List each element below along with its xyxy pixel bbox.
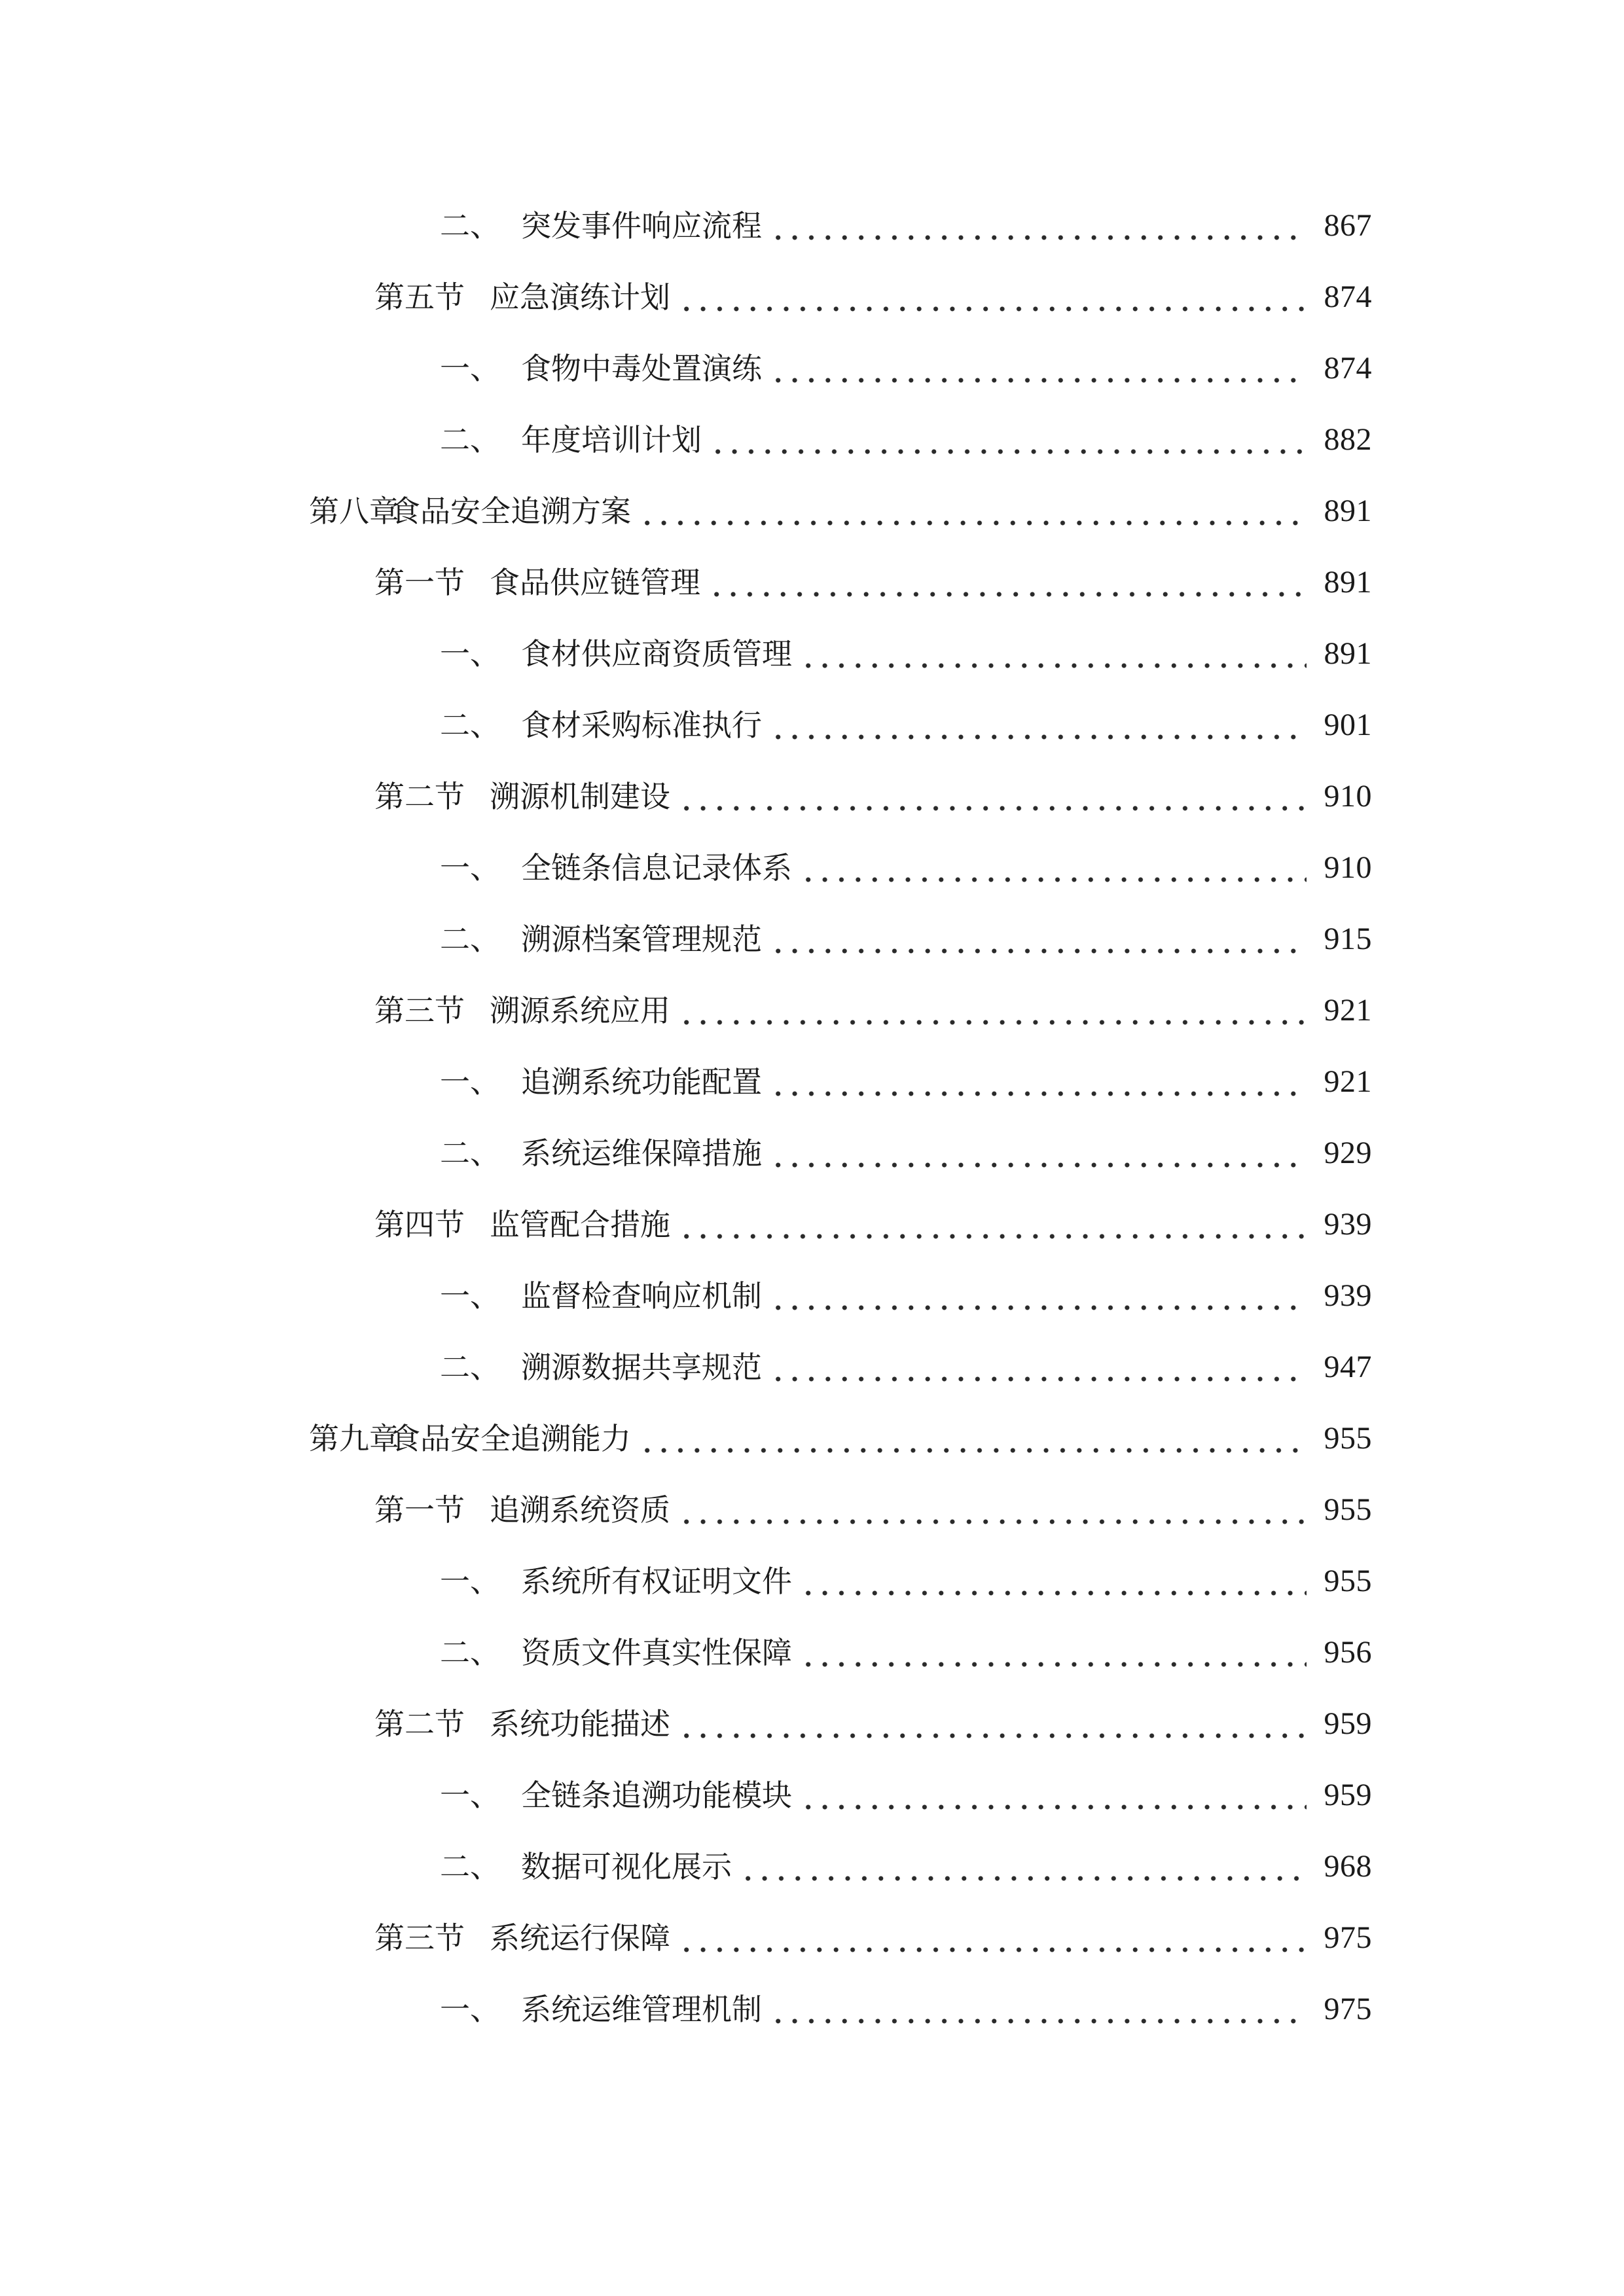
toc-entry[interactable] — [374, 1484, 1372, 1536]
toc-entry-number: 一、 — [440, 351, 500, 386]
toc-entry[interactable] — [374, 1698, 1372, 1750]
toc-entry-page: 955 — [1324, 1564, 1372, 1598]
toc-entry-label — [440, 628, 792, 680]
toc-entry[interactable] — [440, 1555, 1372, 1607]
toc-entry-title: 应急演练计划 — [490, 279, 670, 315]
toc-entry-number: 一、 — [440, 1278, 500, 1314]
toc-entry-page: 959 — [1324, 1778, 1372, 1812]
toc-entry[interactable] — [374, 1912, 1372, 1964]
toc-entry-number: 第二节 — [374, 779, 465, 814]
toc-entry-label — [440, 414, 702, 466]
dot-leader — [708, 556, 1307, 609]
toc-entry-title: 监督检查响应机制 — [521, 1278, 762, 1314]
toc-entry[interactable] — [440, 1270, 1372, 1322]
toc-entry-page: 939 — [1324, 1207, 1372, 1242]
toc-entry-label — [440, 1127, 762, 1179]
dot-leader — [770, 913, 1307, 965]
toc-entry-label — [440, 1983, 762, 2036]
toc-entry-title: 系统所有权证明文件 — [521, 1564, 792, 1599]
toc-entry[interactable] — [440, 1127, 1372, 1179]
toc-entry-title: 系统运维管理机制 — [521, 1992, 762, 2027]
toc-entry-page: 959 — [1324, 1706, 1372, 1741]
toc-entry-label — [374, 770, 670, 823]
toc-entry[interactable] — [374, 984, 1372, 1037]
toc-entry-number: 二、 — [440, 1849, 500, 1884]
toc-entry-page: 939 — [1324, 1278, 1372, 1313]
toc-entry[interactable] — [440, 1341, 1372, 1393]
toc-entry-number: 第一节 — [374, 1492, 465, 1528]
toc-entry-page: 921 — [1324, 1064, 1372, 1099]
toc-entry-title: 系统运维保障措施 — [521, 1136, 762, 1171]
dot-leader — [678, 1698, 1307, 1750]
toc-entry-label — [374, 1198, 670, 1251]
toc-entry-title: 年度培训计划 — [521, 422, 702, 457]
dot-leader — [639, 1412, 1307, 1465]
toc-entry[interactable] — [440, 1769, 1372, 1821]
dot-leader — [800, 1769, 1307, 1821]
toc-entry-number: 一、 — [440, 1064, 500, 1100]
toc-entry[interactable] — [440, 1983, 1372, 2036]
toc-entry-number: 二、 — [440, 1136, 500, 1171]
dot-leader — [800, 842, 1307, 894]
toc-entry[interactable] — [309, 1412, 1372, 1465]
toc-entry[interactable] — [440, 1626, 1372, 1679]
toc-entry-label — [374, 1698, 670, 1750]
toc-entry[interactable] — [440, 1056, 1372, 1108]
dot-leader — [770, 200, 1307, 252]
toc-entry-title: 系统功能描述 — [490, 1706, 670, 1742]
toc-entry-page: 968 — [1324, 1849, 1372, 1884]
toc-entry-number: 二、 — [440, 708, 500, 743]
toc-entry[interactable] — [440, 628, 1372, 680]
dot-leader — [770, 342, 1307, 395]
toc-entry[interactable] — [440, 842, 1372, 894]
toc-entry[interactable] — [440, 342, 1372, 395]
toc-entry-number: 第五节 — [374, 279, 465, 315]
toc-entry-label — [440, 342, 762, 395]
toc-entry-label — [440, 1341, 762, 1393]
toc-entry-page: 867 — [1324, 208, 1372, 243]
toc-entry[interactable] — [440, 699, 1372, 751]
toc-entry-number: 第八章 — [309, 493, 399, 529]
dot-leader — [678, 271, 1307, 323]
toc-entry-number: 第一节 — [374, 565, 465, 600]
toc-entry-label — [374, 1912, 670, 1964]
toc-entry-page: 882 — [1324, 422, 1372, 457]
toc-entry-title: 食品供应链管理 — [490, 565, 700, 600]
toc-entry[interactable] — [374, 1198, 1372, 1251]
toc-entry-page: 891 — [1324, 493, 1372, 528]
toc-entry[interactable] — [374, 770, 1372, 823]
toc-entry-title: 食品安全追溯方案 — [390, 493, 631, 529]
toc-entry-page: 910 — [1324, 779, 1372, 814]
toc-entry-number: 一、 — [440, 1992, 500, 2027]
toc-entry-title: 追溯系统资质 — [490, 1492, 670, 1528]
toc-entry-label — [440, 699, 762, 751]
toc-entry-title: 食品安全追溯能力 — [390, 1421, 631, 1456]
toc-entry-title: 追溯系统功能配置 — [521, 1064, 762, 1100]
toc-entry-number: 第三节 — [374, 993, 465, 1028]
toc-entry-page: 891 — [1324, 565, 1372, 600]
toc-entry-title: 溯源数据共享规范 — [521, 1350, 762, 1385]
toc-entry[interactable] — [440, 913, 1372, 965]
toc-entry-number: 第三节 — [374, 1920, 465, 1956]
dot-leader — [800, 628, 1307, 680]
dot-leader — [770, 1056, 1307, 1108]
dot-leader — [770, 1341, 1307, 1393]
dot-leader — [740, 1840, 1307, 1893]
toc-entry-number: 二、 — [440, 208, 500, 243]
toc-entry-number: 第二节 — [374, 1706, 465, 1742]
toc-entry[interactable] — [309, 485, 1372, 537]
toc-entry-title: 全链条信息记录体系 — [521, 850, 792, 886]
toc-entry-title: 突发事件响应流程 — [521, 208, 762, 243]
toc-entry-number: 二、 — [440, 1635, 500, 1670]
toc-entry-page: 975 — [1324, 1992, 1372, 2026]
dot-leader — [678, 1484, 1307, 1536]
dot-leader — [678, 1198, 1307, 1251]
toc-entry-page: 956 — [1324, 1635, 1372, 1670]
toc-entry-page: 947 — [1324, 1350, 1372, 1384]
toc-entry-title: 食物中毒处置演练 — [521, 351, 762, 386]
dot-leader — [770, 1127, 1307, 1179]
toc-entry-label — [440, 1769, 792, 1821]
dot-leader — [678, 770, 1307, 823]
toc-entry-page: 915 — [1324, 922, 1372, 956]
toc-entry-title: 溯源机制建设 — [490, 779, 670, 814]
toc-entry-page: 929 — [1324, 1136, 1372, 1170]
toc-entry-title: 全链条追溯功能模块 — [521, 1778, 792, 1813]
toc-entry-page: 891 — [1324, 636, 1372, 671]
toc-entry-number: 第四节 — [374, 1207, 465, 1242]
dot-leader — [710, 414, 1307, 466]
toc-entry-page: 901 — [1324, 708, 1372, 742]
toc-entry-label — [440, 1626, 792, 1679]
dot-leader — [770, 1983, 1307, 2036]
toc-entry-label — [440, 1555, 792, 1607]
toc-entry-label — [309, 1412, 631, 1465]
toc-entry-title: 资质文件真实性保障 — [521, 1635, 792, 1670]
toc-entry-label — [440, 1840, 732, 1893]
toc-entry-label — [440, 842, 792, 894]
toc-entry-title: 溯源档案管理规范 — [521, 922, 762, 957]
toc-entry-label — [374, 271, 670, 323]
toc-entry-label — [374, 1484, 670, 1536]
toc-entry-label — [440, 913, 762, 965]
dot-leader — [639, 485, 1307, 537]
toc-entry-number: 一、 — [440, 636, 500, 672]
toc-entry[interactable] — [374, 271, 1372, 323]
toc-entry-title: 食材采购标准执行 — [521, 708, 762, 743]
toc-entry-number: 二、 — [440, 922, 500, 957]
toc-entry-page: 921 — [1324, 993, 1372, 1028]
dot-leader — [770, 699, 1307, 751]
toc-entry-page: 910 — [1324, 850, 1372, 885]
toc-entry-page: 975 — [1324, 1920, 1372, 1955]
toc-entry-title: 溯源系统应用 — [490, 993, 670, 1028]
toc-entry[interactable] — [374, 556, 1372, 609]
dot-leader — [678, 1912, 1307, 1964]
toc-entry-number: 二、 — [440, 1350, 500, 1385]
toc-entry-label — [374, 984, 670, 1037]
toc-entry-label — [440, 200, 762, 252]
dot-leader — [770, 1270, 1307, 1322]
toc-entry-label — [440, 1270, 762, 1322]
toc-entry[interactable] — [440, 1840, 1372, 1893]
toc-entry-label — [374, 556, 700, 609]
toc-entry-page: 955 — [1324, 1421, 1372, 1456]
toc-entry-number: 二、 — [440, 422, 500, 457]
toc-entry-number: 一、 — [440, 1778, 500, 1813]
toc-entry-page: 874 — [1324, 351, 1372, 386]
toc-entry-label — [440, 1056, 762, 1108]
toc-entry-page: 955 — [1324, 1492, 1372, 1527]
toc-entry-title: 系统运行保障 — [490, 1920, 670, 1956]
dot-leader — [800, 1555, 1307, 1607]
toc-entry-title: 监管配合措施 — [490, 1207, 670, 1242]
toc-entry-title: 数据可视化展示 — [521, 1849, 732, 1884]
toc-entry-page: 874 — [1324, 279, 1372, 314]
toc-entry-number: 第九章 — [309, 1421, 399, 1456]
toc-entry-label — [309, 485, 631, 537]
dot-leader — [800, 1626, 1307, 1679]
toc-entry-title: 食材供应商资质管理 — [521, 636, 792, 672]
dot-leader — [678, 984, 1307, 1037]
toc-entry[interactable] — [440, 200, 1372, 252]
toc-entry[interactable] — [440, 414, 1372, 466]
toc-entry-number: 一、 — [440, 1564, 500, 1599]
toc-entry-number: 一、 — [440, 850, 500, 886]
